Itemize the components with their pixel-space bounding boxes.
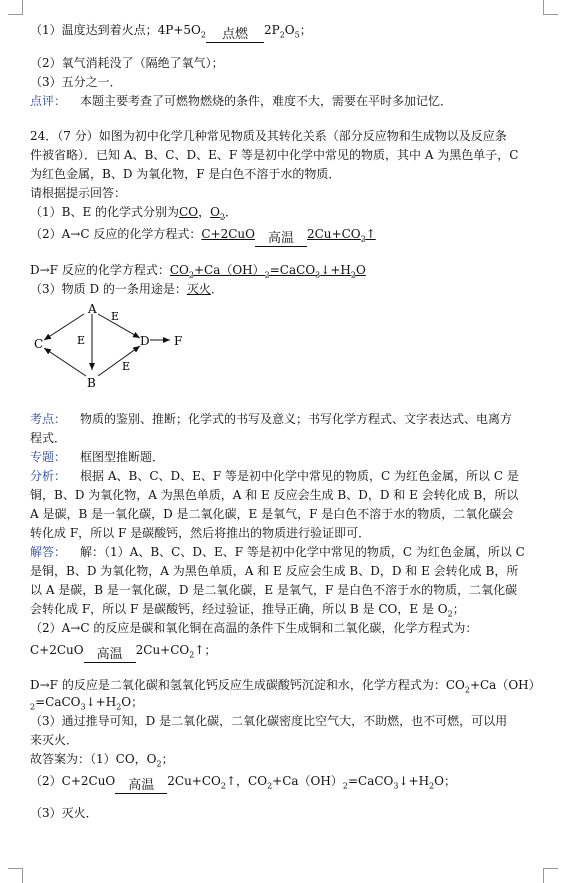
jieda-line-5: （2）A→C 的反应是碳和氧化铜在高温的条件下生成铜和二氧化碳，化学方程式为： <box>30 621 478 635</box>
answer-line-1: （1）温度达到着火点；$4P+5O_2$ 点燃 $2P_2O_5$； <box>30 23 312 43</box>
answer-line-2: （2）氧气消耗没了（隔绝了氧气）； <box>30 56 224 70</box>
jieda-line-2: 是铜，B、D 为氧化物，A 为黑色单质，A 和 E 反应会生成 B、D，D 和 E 会转化成 B，所 <box>30 564 519 578</box>
jieda-line-1: 解答： 解：（1）A、B、C、D、E、F 等是初中化学中常见的物质，C 为红色金属，所以 C <box>30 545 525 559</box>
label-e-mid: E <box>77 334 86 347</box>
question-part-2b: D→F 反应的化学方程式：$CO_2+Ca(OH)_2=CaCO_3↓+H_2O$ <box>30 263 366 280</box>
question-part-2: （2）A→C 反应的化学方程式：C+2CuO 高温 $2Cu+CO_2↑$ <box>30 227 376 247</box>
label-e-top: E <box>111 310 120 323</box>
fenxi-line-1: 分析： 根据 A、B、C、D、E、F 等是初中化学中常见的物质，C 为红色金属，所以 C 是 <box>30 469 519 483</box>
answer-line-3: （3）五分之一． <box>30 75 122 89</box>
jieda-equation-1: C+2CuO 高温 $2Cu+CO_2↑$； <box>30 643 217 663</box>
question-line-1: 24．（7 分）如图为初中化学几种常见物质及其转化关系（部分反应物和生成物以及反应条 <box>30 129 507 143</box>
node-c: C <box>34 337 44 351</box>
final-answer-line-3: （3）灭火． <box>30 806 98 820</box>
corner-mark-bottom-right <box>543 868 558 883</box>
fenxi-line-3: A 是碳，B 是一氧化碳，D 是二氧化碳，E 是氧气，F 是白色不溶于水的物质，二氧化碳会 <box>30 507 514 521</box>
jieda-line-3: 以 A 是碳，B 是一氧化碳，D 是二氧化碳，E 是氧气，F 是白色不溶于水的物质，二氧化碳 <box>30 583 518 597</box>
final-answer-line-2: （2）C+2CuO 高温 $2Cu+CO_2↑$，$CO_2+Ca(OH)_2=CaCO_3↓+H_2O$； <box>30 774 456 794</box>
kaodian-line: 考点： 物质的鉴别、推断；化学式的书写及意义；书写化学方程式、文字表达式、电离方 <box>30 412 513 426</box>
question-line-3: 为红色金属，B、D 为氧化物，F 是白色不溶于水的物质． <box>30 167 341 181</box>
jieda-line-4: 会转化成 F，所以 F 是碳酸钙，经过验证，推导正确，所以 B 是 CO，E 是 $O_2$； <box>30 602 465 619</box>
fenxi-label: 分析： <box>30 469 67 483</box>
jieda-line-9: 来灭火． <box>30 733 79 747</box>
question-part-1: （1）B、E 的化学式分别为CO，$O_2$． <box>30 205 238 222</box>
jieda-line-7: $_2=CaCO_3↓+H_2O$； <box>30 695 144 712</box>
kaodian-label: 考点： <box>30 412 67 426</box>
label-e-bottom: E <box>122 360 131 373</box>
jieda-label: 解答： <box>30 545 67 559</box>
conversion-diagram <box>30 300 190 390</box>
node-f: F <box>174 334 183 348</box>
jieda-line-8: （3）通过推导可知，D 是二氧化碳，二氧化碳密度比空气大，不助燃，也不可燃，可以用 <box>30 714 508 728</box>
final-answer-line-1: 故答案为：（1）CO，$O_2$； <box>30 752 174 769</box>
zhuanti-line: 专题： 框图型推断题． <box>30 450 165 464</box>
zhuanti-label: 专题： <box>30 450 67 464</box>
reaction-condition-ignite: 点燃 <box>206 28 264 43</box>
node-a: A <box>88 302 97 316</box>
corner-mark-top-right <box>543 0 558 15</box>
fenxi-line-4: 转化成 F，所以 F 是碳酸钙，然后将推出的物质进行验证即可． <box>30 526 371 540</box>
arrow-b-to-d <box>98 346 140 376</box>
fenxi-line-2: 铜，B、D 为氧化物，A 为黑色单质，A 和 E 反应会生成 B、D，D 和 E 会转化成 B，所以 <box>30 488 519 502</box>
kaodian-line-2: 程式． <box>30 431 67 445</box>
question-line-4: 请根据提示回答： <box>30 186 127 200</box>
arrow-b-to-c <box>44 348 86 376</box>
question-part-3: （3）物质 D 的一条用途是：灭火． <box>30 282 223 296</box>
node-b: B <box>87 376 96 390</box>
corner-mark-bottom-left <box>8 868 23 883</box>
jieda-line-6: D→F 的反应是二氧化碳和氢氧化钙反应生成碳酸钙沉淀和水，化学方程式为：$CO_2+Ca(OH)$ <box>30 678 541 695</box>
corner-mark-top-left <box>8 0 23 15</box>
node-d: D <box>140 334 150 348</box>
comment-line: 点评： 本题主要考查了可燃物燃烧的条件，难度不大，需要在平时多加记忆． <box>30 94 453 108</box>
question-line-2: 件被省略）．已知 A、B、C、D、E、F 等是初中化学中常见的物质，其中 A 为黑色单子，C <box>30 148 519 162</box>
comment-label: 点评： <box>30 94 67 108</box>
